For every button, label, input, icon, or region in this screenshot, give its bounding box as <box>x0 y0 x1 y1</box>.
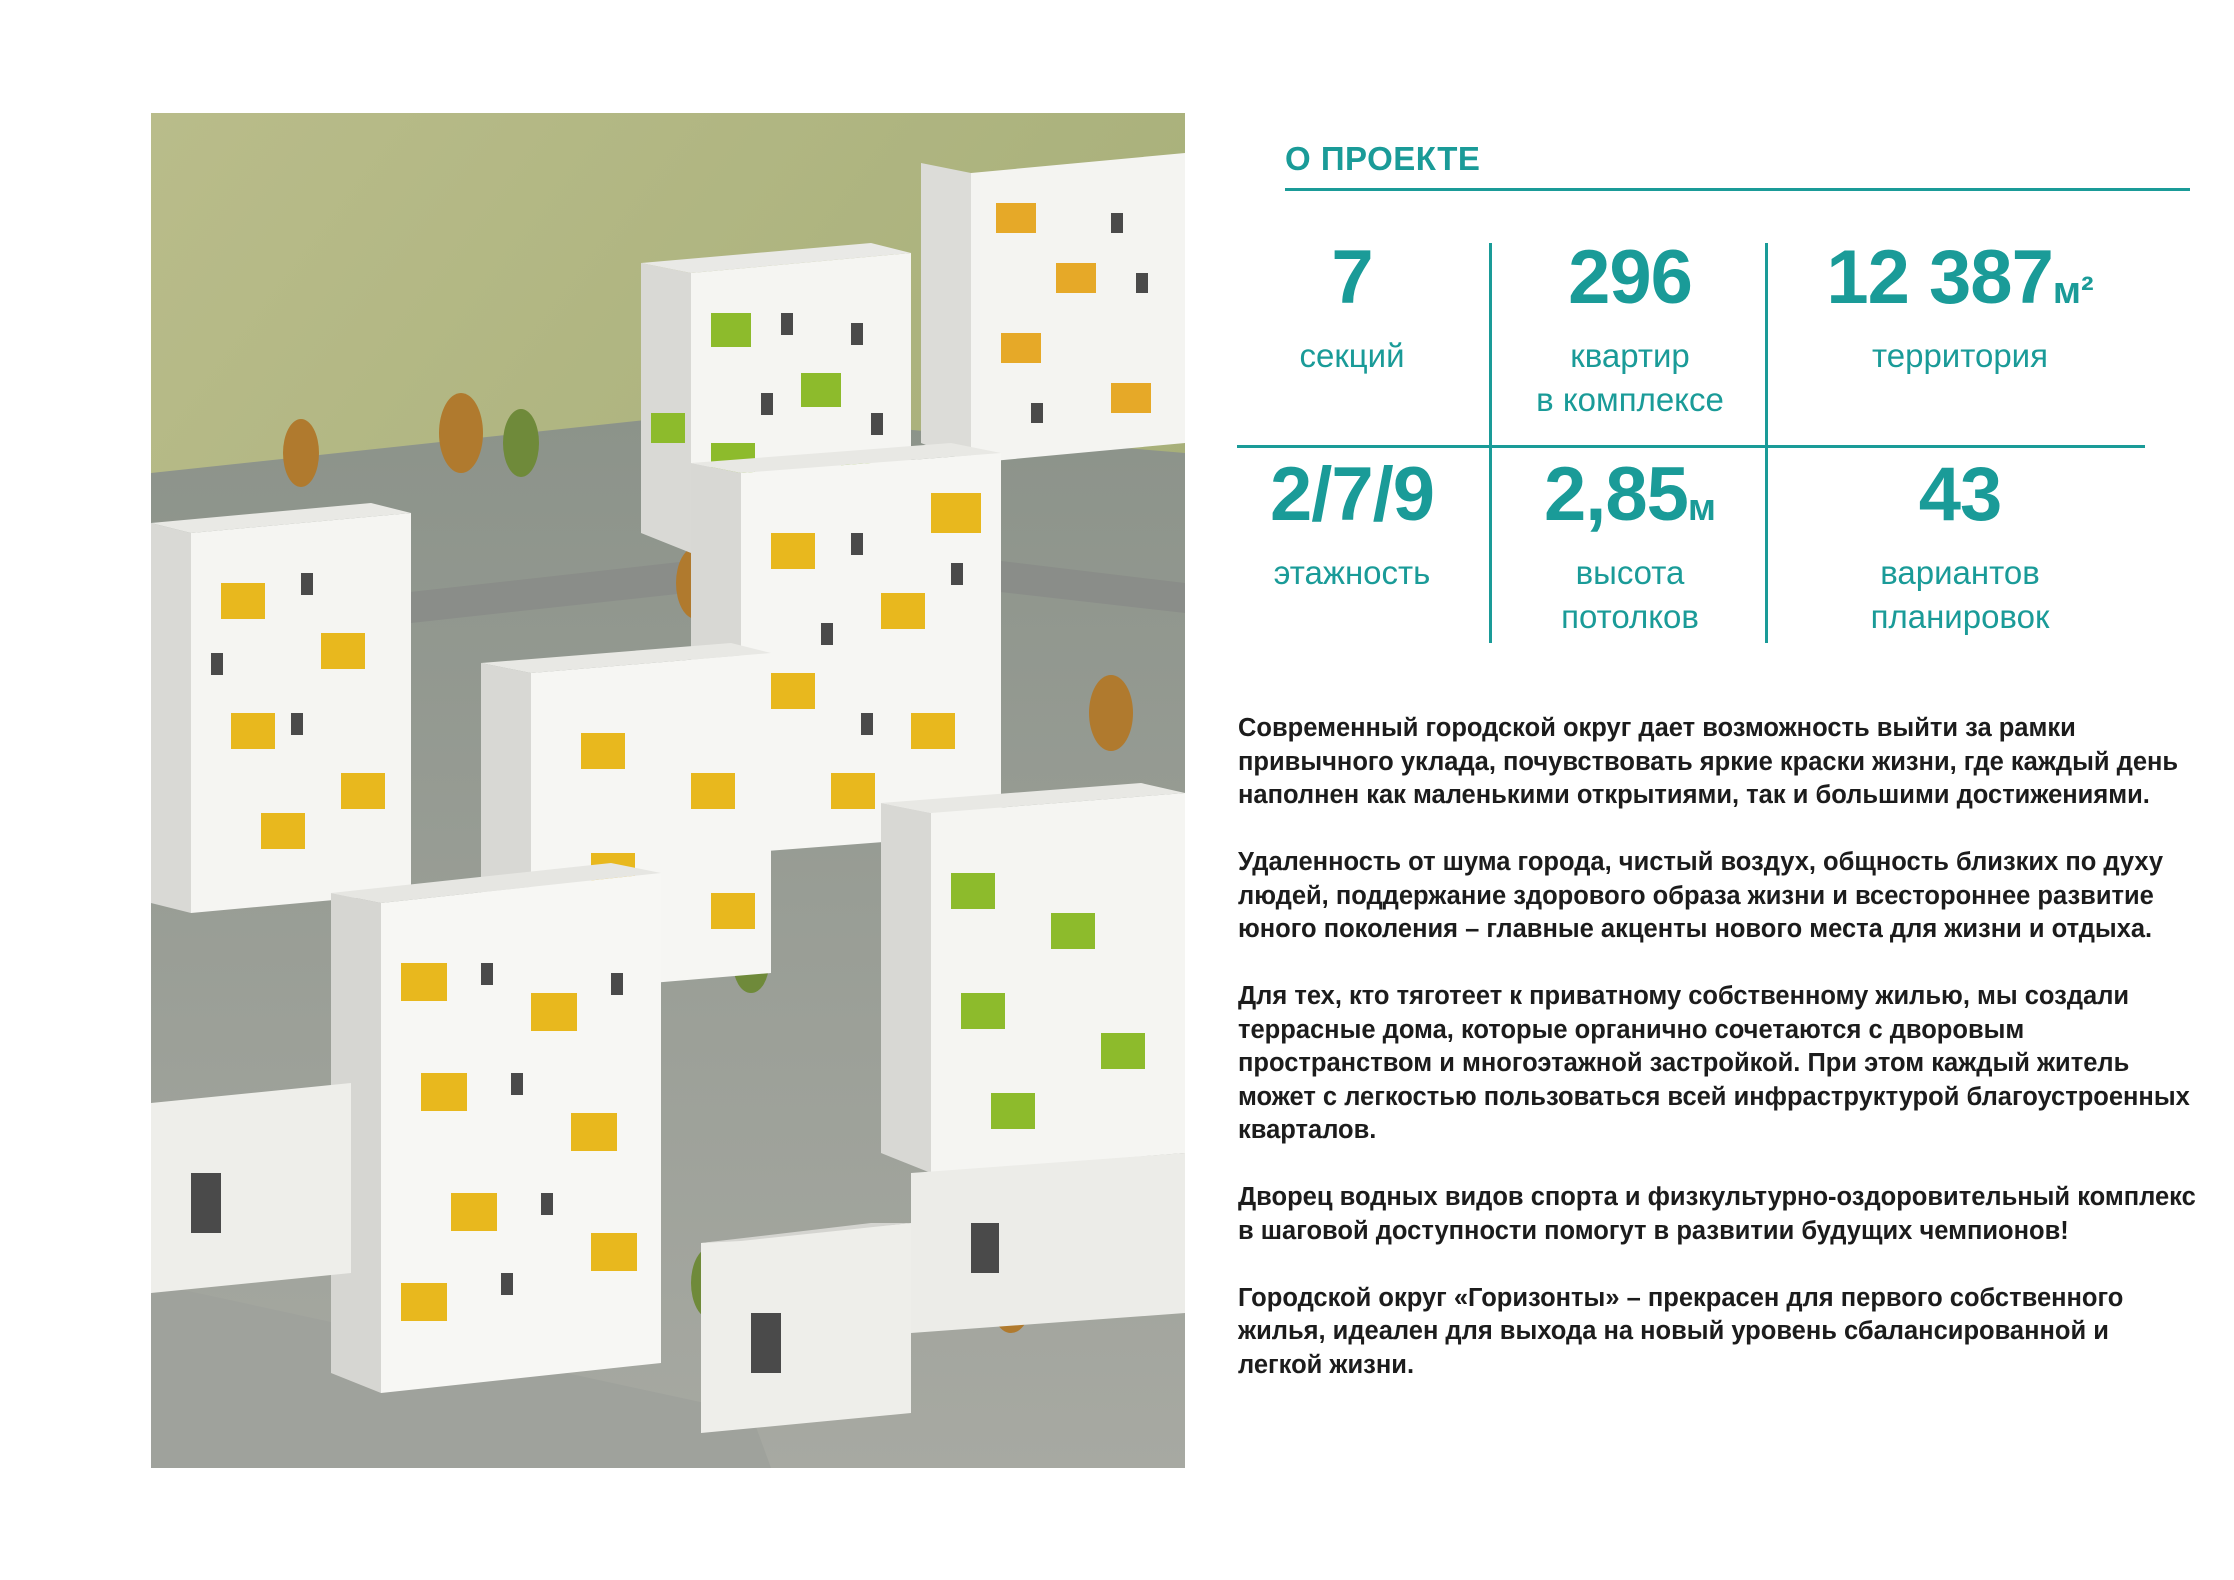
paragraph: Городской округ «Горизонты» – прекрасен для первого собственного жилья, идеален для выхода на новый уровень сбалансированной и легкой жизни. <box>1238 1283 2124 1379</box>
paragraph: Дворец водных видов спорта и физкультурно-оздоровительный комплекс в шаговой доступности помогут в развитии будущих чемпионов! <box>1238 1183 2196 1245</box>
stat-sections <box>1237 235 1467 378</box>
stat-layouts <box>1790 452 2130 639</box>
complex-aerial-image <box>151 113 1185 1468</box>
stat-floors <box>1237 452 1467 595</box>
stat-value: 12 387м² <box>1826 235 2094 320</box>
stat-label: квартир в комплексе <box>1536 337 1724 418</box>
paragraph: Удаленность от шума города, чистый воздух, общность близких по духу людей, поддержание здорового образа жизни и всестороннее развитие юного поколения – главные акценты нового места для жизни и отдыха. <box>1238 848 2164 943</box>
stat-label: секций <box>1299 337 1405 374</box>
stat-value: 2,85м <box>1543 452 1717 537</box>
project-description <box>1238 712 2198 1416</box>
grid-divider-horizontal <box>1237 445 2145 448</box>
stat-value: 43 <box>1918 452 2002 537</box>
stat-value: 7 <box>1331 235 1373 320</box>
stat-ceiling-height <box>1490 452 1770 639</box>
stat-label: этажность <box>1273 554 1431 591</box>
title-divider <box>1285 188 2190 191</box>
stat-value: 2/7/9 <box>1269 452 1435 537</box>
stat-value: 296 <box>1568 235 1692 320</box>
paragraph: Современный городской округ дает возможность выйти за рамки привычного уклада, почувствовать яркие краски жизни, где каждый день наполнен как маленькими открытиями, так и большими достижениями. <box>1238 714 2179 809</box>
aerial-illustration <box>151 113 1185 1468</box>
paragraph: Для тех, кто тяготеет к приватному собственному жилью, мы создали террасные дома, которые органично сочетаются с дворовым пространством и многоэтажной застройкой. При этом каждый житель может с легкостью пользоваться всей инфраструктурой благоустроенных кварталов. <box>1238 982 2190 1144</box>
stat-territory <box>1790 235 2130 378</box>
stat-label: территория <box>1872 337 2048 374</box>
stat-label: вариантов планировок <box>1870 554 2050 635</box>
section-title: О ПРОЕКТЕ <box>1285 140 1481 177</box>
stat-label: высота потолков <box>1561 554 1699 635</box>
stat-apartments <box>1490 235 1770 422</box>
